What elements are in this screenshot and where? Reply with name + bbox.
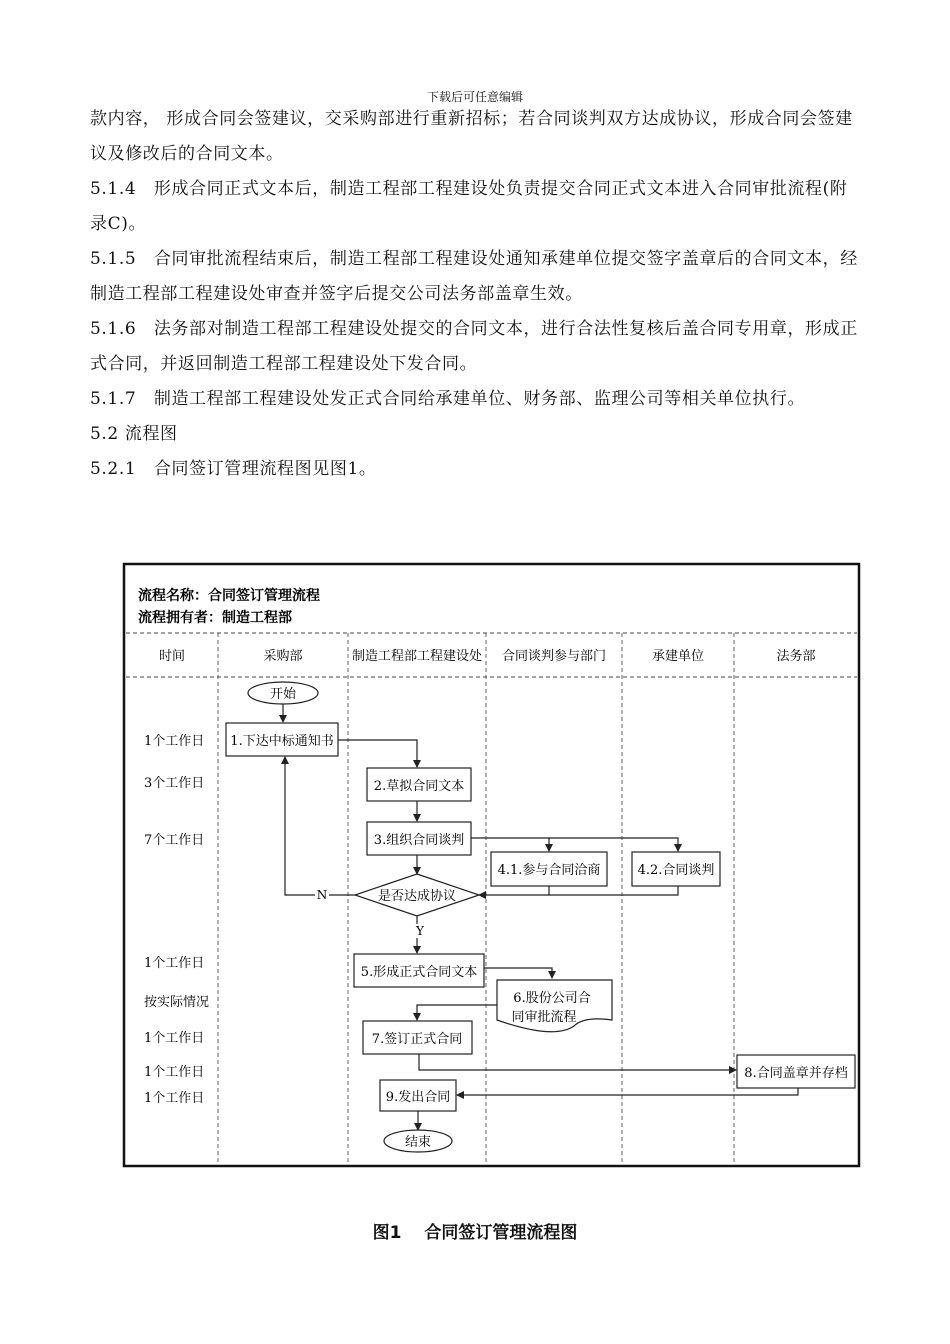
column-header-contractor: 承建单位: [651, 649, 705, 664]
step-1-label: 1.下达中标通知书: [230, 734, 334, 749]
step-4-1-label: 4.1.参与合同洽商: [497, 863, 601, 878]
step-5-label: 5.形成正式合同文本: [360, 965, 478, 980]
column-header-engineering: 制造工程部工程建设处: [351, 649, 483, 664]
flow-title: 流程名称：合同签订管理流程: [138, 588, 320, 604]
step-3-label: 3.组织合同谈判: [373, 833, 465, 848]
decision-label: 是否达成协议: [377, 889, 457, 904]
header-note: 下载后可任意编辑: [426, 90, 523, 104]
time-label: 1个工作日: [144, 956, 205, 971]
end-label: 结束: [404, 1135, 432, 1150]
step-7-label: 7.签订正式合同: [371, 1032, 463, 1047]
yes-label: Y: [416, 924, 424, 938]
paragraph: 5.2.1 合同签订管理流程图见图1。: [90, 459, 377, 479]
time-label: 1个工作日: [144, 1091, 205, 1106]
flowchart-figure: [122, 562, 861, 1168]
step-2-label: 2.草拟合同文本: [373, 779, 465, 794]
column-header-time: 时间: [158, 649, 186, 664]
paragraph: 5.1.6 法务部对制造工程部工程建设处提交的合同文本，进行合法性复核后盖合同专用章，形成正式合同，并返回制造工程部工程建设处下发合同。: [90, 319, 858, 374]
step-9-label: 9.发出合同: [385, 1090, 451, 1105]
body-text: [90, 102, 865, 487]
section-heading: 5.2 流程图: [90, 424, 178, 444]
step-4-2-label: 4.2.合同谈判: [637, 863, 715, 878]
step-8-label: 8.合同盖章并存档: [744, 1066, 848, 1081]
no-label: N: [316, 888, 328, 902]
time-label: 7个工作日: [144, 833, 205, 848]
paragraph: 5.1.5 合同审批流程结束后，制造工程部工程建设处通知承建单位提交签字盖章后的合同文本，经制造工程部工程建设处审查并签字后提交公司法务部盖章生效。: [90, 249, 858, 304]
paragraph: 5.1.7 制造工程部工程建设处发正式合同给承建单位、财务部、监理公司等相关单位执行。: [90, 389, 806, 409]
step-6-label-line1: 6.股份公司合: [513, 991, 591, 1006]
time-label: 1个工作日: [144, 734, 205, 749]
paragraph: 5.1.4 形成合同正式文本后，制造工程部工程建设处负责提交合同正式文本进入合同审批流程(附录C)。: [90, 179, 848, 234]
paragraph: 款内容， 形成合同会签建议，交采购部进行重新招标；若合同谈判双方达成协议，形成合同会签建议及修改后的合同文本。: [90, 109, 853, 164]
time-label: 3个工作日: [144, 776, 205, 791]
column-header-legal: 法务部: [776, 649, 816, 664]
column-header-negotiation: 合同谈判参与部门: [501, 649, 607, 664]
flowchart: [122, 562, 861, 1168]
column-header-purchasing: 采购部: [263, 649, 303, 664]
flow-owner: 流程拥有者：制造工程部: [138, 610, 292, 626]
time-label: 按实际情况: [144, 995, 210, 1010]
start-label: 开始: [269, 687, 297, 702]
figure-caption: 图1 合同签订管理流程图: [372, 1223, 578, 1243]
time-label: 1个工作日: [144, 1065, 205, 1080]
step-6-label-line2: 同审批流程: [511, 1010, 577, 1025]
time-label: 1个工作日: [144, 1031, 205, 1046]
